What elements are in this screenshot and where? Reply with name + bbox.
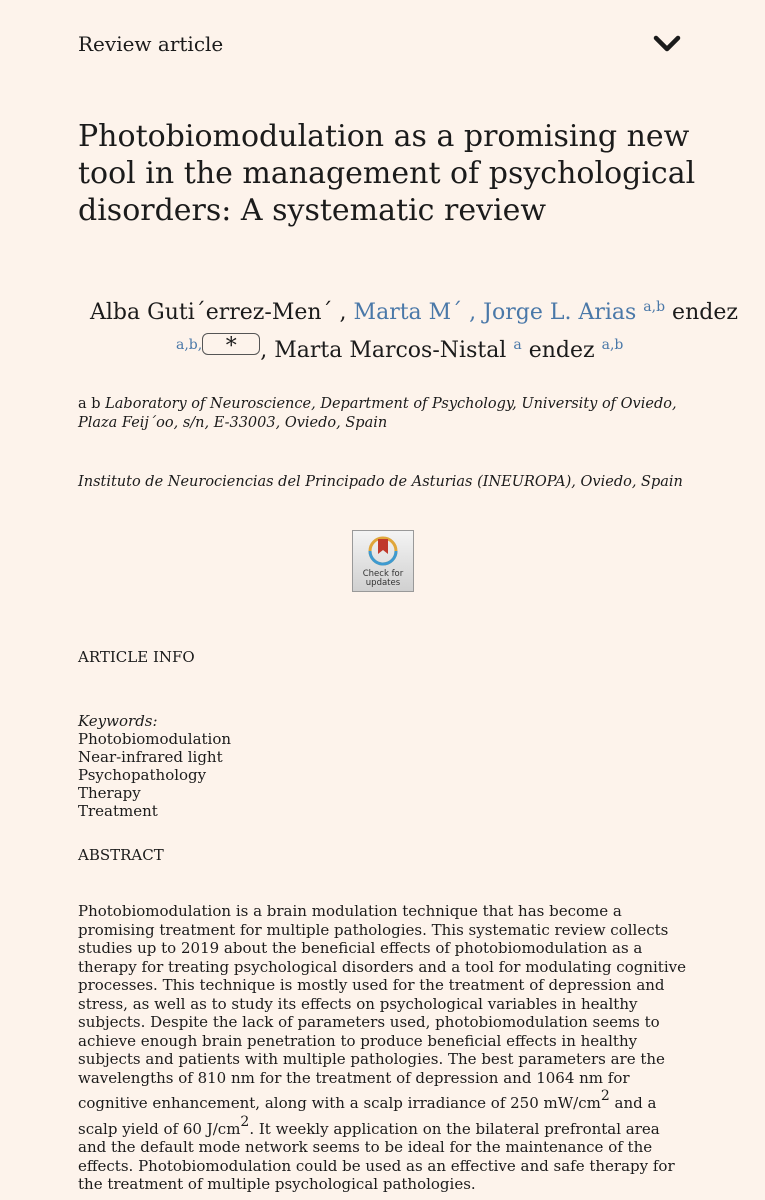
author-name: Alba Guti´errez-Men´ xyxy=(90,300,333,325)
chevron-down-icon[interactable] xyxy=(652,30,682,56)
check-badge-line1: Check for xyxy=(362,569,404,579)
abstract-text: Photobiomodulation is a brain modulation technique that has become a promising treatment for multiple pathologies. This systematic review collects studies up to 2019 about the beneficial effects of photobiomodulation as a therapy for treating psychological disorders and a tool for modulating cognitive processes. This technique is mostly used for the treatment of depression and stress, as well as to study its effects on psychological variables in healthy subjects. Despite the lack of parameters used, photobiomodulation seems to achieve enough brain penetration to produce beneficial effects in healthy subjects and patients with multiple pathologies. The best parameters are the wavelengths of 810 nm for the treatment of depression and 1064 nm for cognitive enhancement, along with a scalp irradiance of 250 $mW/cm^2$ and a scalp yield of 60 $J/cm^2$. It weekly application on the bilateral prefrontal area and the default mode network seems to be ideal for the maintenance of the effects. Photobiomodulation could be used as an effective and safe therapy for the treatment of multiple psychological pathologies. xyxy=(78,902,686,1193)
affiliation-sup[interactable]: a,b, xyxy=(176,337,203,353)
keyword-item: Near-infrared light xyxy=(78,748,223,766)
author-link[interactable]: Marta M´ xyxy=(353,300,463,325)
keyword-item: Treatment xyxy=(78,802,158,820)
affiliation-sup[interactable]: a xyxy=(513,337,522,353)
keywords-heading: Keywords: xyxy=(78,712,158,730)
corresponding-author-button[interactable]: * xyxy=(202,333,260,355)
article-info-heading: ARTICLE INFO xyxy=(78,648,195,666)
article-type: Review article xyxy=(78,32,224,56)
affiliation-2: Instituto de Neurociencias del Principado de Asturias (INEUROPA), Oviedo, Spain xyxy=(78,474,683,490)
affiliation-sup[interactable]: a,b xyxy=(601,337,624,353)
keyword-item: Therapy xyxy=(78,784,141,802)
affiliation-sup[interactable]: a,b xyxy=(643,299,666,315)
keywords xyxy=(78,712,231,820)
abstract-heading: ABSTRACT xyxy=(78,846,164,864)
author-line-1: Alba Guti´errez-Men´ , Marta M´ , Jorge L. Arias $^{a,b}$ endez xyxy=(90,299,738,325)
keyword-item: Psychopathology xyxy=(78,766,207,784)
author-name: Marta Marcos-Nistal xyxy=(274,338,507,363)
affiliation-1: a b Laboratory of Neuroscience, Department of Psychology, University of Oviedo, Plaza Feij´oo, s/n, E-33003, Oviedo, Spain xyxy=(78,396,677,431)
check-for-updates-badge[interactable] xyxy=(352,530,414,592)
check-badge-line2: updates xyxy=(365,578,401,588)
author-line-2: $^{a,b,}$ * , Marta Marcos-Nistal $^a$ endez $^{a,b}$ xyxy=(176,334,624,363)
keyword-item: Photobiomodulation xyxy=(78,730,232,748)
author-link[interactable]: Jorge L. Arias xyxy=(483,300,637,325)
article-title: Photobiomodulation as a promising new tool in the management of psychological disorders: A systematic review xyxy=(78,119,696,228)
